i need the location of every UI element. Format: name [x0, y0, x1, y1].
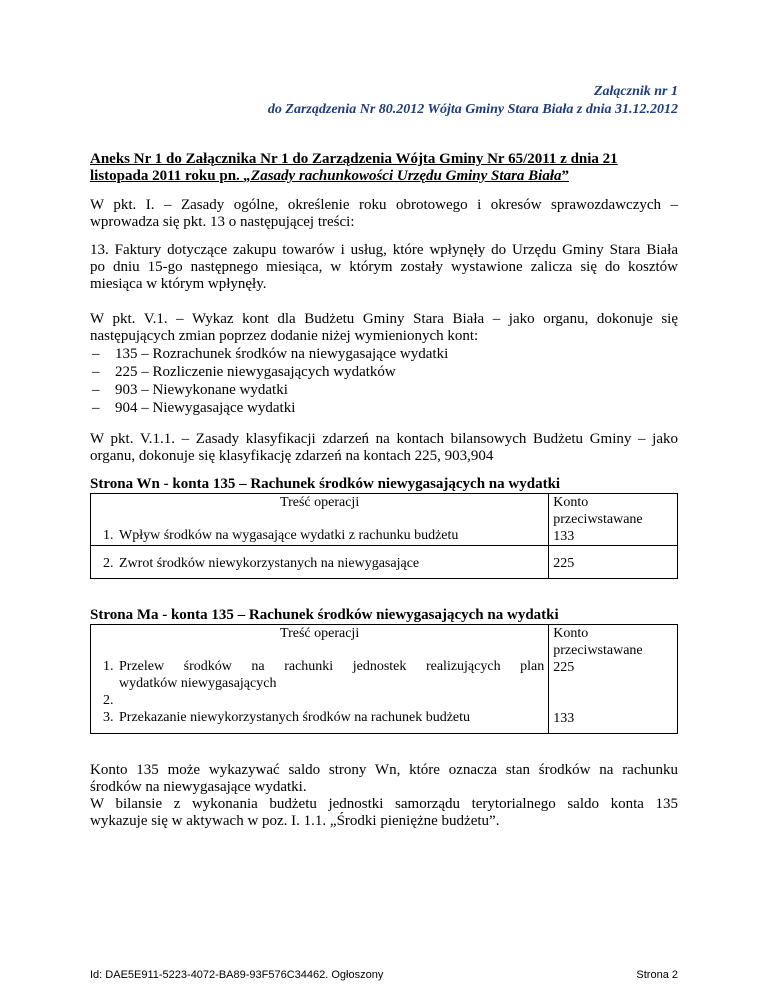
table-cell — [91, 625, 549, 734]
paragraph-invoices — [90, 242, 678, 293]
table-ma — [90, 624, 678, 734]
account-number — [553, 676, 673, 710]
list-item — [90, 382, 678, 400]
paragraph-classification — [90, 431, 678, 465]
accounts-list — [90, 346, 678, 418]
table-row — [91, 546, 678, 579]
footer-document-id: Id: DAE5E911-5223-4072-BA89-93F576C34462. Ogłoszony — [90, 969, 384, 981]
list-item — [90, 364, 678, 382]
account-text: 225 – Rozliczenie niewygasających wydatków — [115, 364, 396, 380]
operation-item — [95, 658, 544, 692]
paragraph-classification-line-2: organu, dokonuje się klasyfikację zdarzeń na kontach 225, 903,904 — [90, 448, 494, 464]
annex-reference: do Zarządzenia Nr 80.2012 Wójta Gminy Stara Biała z dnia 31.12.2012 — [267, 102, 678, 117]
column-header-account-line-2: przeciwstawane — [553, 512, 643, 527]
table-row — [91, 494, 678, 546]
operation-number: 1. — [103, 659, 114, 674]
list-item — [90, 400, 678, 418]
paragraph-general-rules-line-2: wprowadza się pkt. 13 o następującej treści: — [90, 214, 355, 230]
operation-text: Przekazanie niewykorzystanych środków na rachunek budżetu — [119, 710, 471, 725]
paragraph-invoices-line-3: miesiąca w którym wpłynęły. — [90, 276, 267, 292]
heading-line-2-suffix: ” — [561, 168, 569, 184]
dash-bullet: – — [92, 382, 100, 398]
operation-text-line-1: Przelew środków na rachunki jednostek realizujących plan — [119, 659, 545, 674]
paragraph-invoices-line-1: 13. Faktury dotyczące zakupu towarów i usług, które wpłynęły do Urzędu Gminy Stara Biała — [90, 242, 678, 258]
column-header-account: Konto — [553, 495, 589, 510]
account-text: 135 – Rozrachunek środków na niewygasające wydatki — [115, 346, 449, 362]
table-cell — [91, 546, 549, 579]
paragraph-account-list-line-2: następujących zmian poprzez dodanie niżej wymienionych kont: — [90, 328, 479, 344]
account-text: 903 – Niewykonane wydatki — [115, 382, 288, 398]
list-item — [90, 346, 678, 364]
paragraph-general-rules — [90, 197, 678, 231]
paragraph-balance-line-4: wykazuje się w aktywach w poz. I. 1.1. „Środki pieniężne budżetu”. — [90, 813, 500, 829]
column-header-operation: Treść operacji — [280, 626, 360, 641]
operation-text: Zwrot środków niewykorzystanych na niewygasające — [119, 556, 420, 571]
account-number: 225 — [553, 556, 575, 571]
operation-text-line-2: wydatków niewygasających — [119, 676, 277, 691]
column-header-operation: Treść operacji — [280, 495, 360, 510]
operation-item — [95, 555, 544, 572]
paragraph-balance — [90, 762, 678, 830]
table-wn — [90, 493, 678, 579]
account-number: 225 — [553, 660, 575, 675]
table-wn-title: Strona Wn - konta 135 – Rachunek środków niewygasających na wydatki — [90, 476, 561, 492]
dash-bullet: – — [92, 400, 100, 416]
operation-number: 3. — [103, 710, 114, 725]
paragraph-account-list-line-1: W pkt. V.1. – Wykaz kont dla Budżetu Gminy Stara Biała – jako organu, dokonuje się — [90, 311, 678, 327]
table-row — [91, 625, 678, 734]
account-number: 133 — [553, 529, 575, 544]
column-header-account-line-2: przeciwstawane — [553, 643, 643, 658]
heading-line-1: Aneks Nr 1 do Załącznika Nr 1 do Zarządzenia Wójta Gminy Nr 65/2011 z dnia 21 — [90, 151, 618, 167]
table-ma-title: Strona Ma - konta 135 – Rachunek środków niewygasających na wydatki — [90, 607, 559, 623]
document-heading — [90, 151, 678, 185]
footer-page-number: Strona 2 — [636, 969, 678, 981]
heading-line-2 — [90, 168, 678, 185]
paragraph-classification-line-1: W pkt. V.1.1. – Zasady klasyfikacji zdarzeń na kontach bilansowych Budżetu Gminy – jako — [90, 431, 678, 447]
table-cell — [549, 546, 678, 579]
operation-number: 1. — [103, 528, 114, 543]
heading-line-2-title: „Zasady rachunkowości Urzędu Gminy Stara Biała — [243, 168, 562, 184]
dash-bullet: – — [92, 364, 100, 380]
paragraph-account-list — [90, 311, 678, 345]
operation-item — [95, 709, 544, 726]
paragraph-balance-line-1: Konto 135 może wykazywać saldo strony Wn, które oznacza stan środków na rachunku — [90, 762, 678, 778]
operation-item — [95, 527, 544, 544]
table-cell — [549, 494, 678, 546]
paragraph-invoices-line-2: po dniu 15-go następnego miesiąca, w którym zostały wystawione zalicza się do kosztów — [90, 259, 678, 275]
operation-text: Wpływ środków na wygasające wydatki z rachunku budżetu — [119, 528, 459, 543]
dash-bullet: – — [92, 346, 100, 362]
annex-title: Załącznik nr 1 — [593, 84, 678, 99]
paragraph-balance-line-3: W bilansie z wykonania budżetu jednostki samorządu terytorialnego saldo konta 135 — [90, 796, 678, 812]
operation-number: 2. — [103, 693, 114, 708]
account-text: 904 – Niewygasające wydatki — [115, 400, 296, 416]
heading-line-2-prefix: listopada 2011 roku pn. — [90, 168, 244, 184]
operation-item — [95, 692, 544, 709]
table-cell — [549, 625, 678, 734]
column-header-account: Konto — [553, 626, 589, 641]
operation-number: 2. — [103, 556, 114, 571]
account-number: 133 — [553, 711, 575, 726]
paragraph-balance-line-2: środków na niewygasające wydatki. — [90, 779, 307, 795]
table-cell — [91, 494, 549, 546]
paragraph-general-rules-line-1: W pkt. I. – Zasady ogólne, określenie roku obrotowego i okresów sprawozdawczych – — [90, 197, 678, 213]
